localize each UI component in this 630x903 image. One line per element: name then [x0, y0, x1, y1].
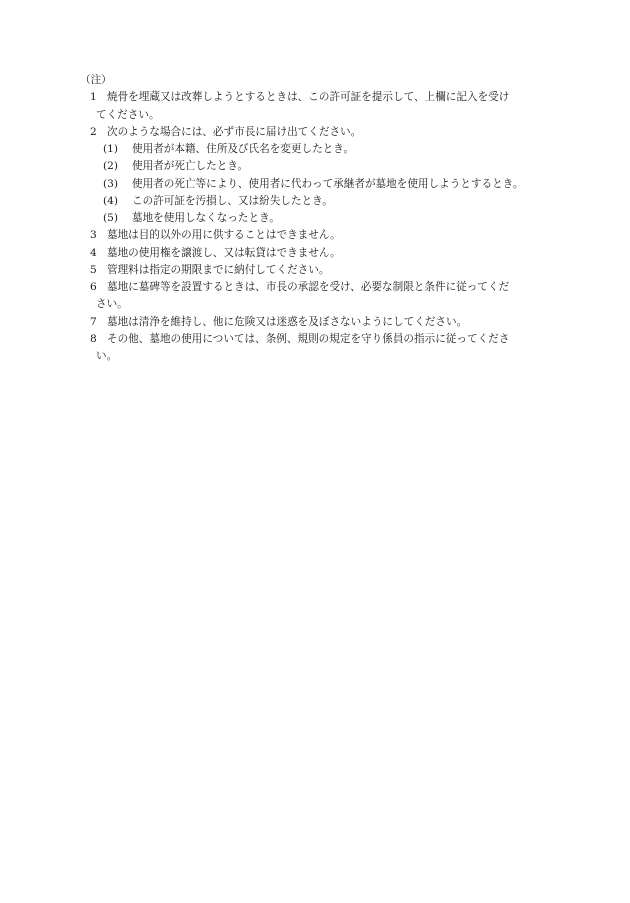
note-item	[0, 124, 630, 141]
note-subitem	[0, 141, 630, 158]
subitem-text: この許可証を汚損し、又は紛失したとき。	[132, 194, 333, 207]
note-number: 7	[90, 315, 97, 328]
subitem-text: 使用者の死亡等により、使用者に代わって承継者が墓地を使用しようとするとき。	[132, 177, 524, 190]
note-text: 墓地は清浄を維持し、他に危険又は迷惑を及ぼさないようにしてください。	[107, 315, 468, 328]
note-item	[0, 314, 630, 331]
notes-heading-text: （注）	[80, 74, 112, 86]
note-text: 墓地の使用権を譲渡し、又は転貸はできません。	[107, 246, 341, 259]
subitem-number: (3)	[103, 177, 119, 190]
note-text: 管理料は指定の期限までに納付してください。	[107, 263, 330, 276]
subitem-number: (5)	[103, 212, 119, 224]
note-item	[0, 262, 630, 279]
note-text-continued: さい。	[96, 298, 128, 311]
note-text-continued: てください。	[96, 108, 160, 121]
note-number: 8	[90, 332, 97, 345]
note-text: 墓地に墓碑等を設置するときは、市長の承認を受け、必要な制限と条件に従ってくだ	[107, 281, 510, 293]
note-item	[0, 245, 630, 262]
notes-section	[0, 72, 630, 365]
note-item	[0, 331, 630, 348]
subitem-text: 使用者が本籍、住所及び氏名を変更したとき。	[132, 143, 355, 155]
note-subitem	[0, 210, 630, 227]
subitem-text: 墓地を使用しなくなったとき。	[132, 212, 280, 224]
note-item	[0, 227, 630, 244]
note-number: 5	[90, 263, 97, 276]
subitem-number: (2)	[103, 160, 119, 173]
note-number: 4	[90, 246, 97, 259]
subitem-number: (4)	[103, 194, 119, 207]
note-text: 墓地は目的以外の用に供することはできません。	[107, 229, 341, 242]
note-subitem	[0, 158, 630, 175]
note-continuation	[0, 296, 630, 313]
note-number: 6	[90, 281, 97, 293]
subitem-number: (1)	[103, 143, 119, 155]
note-number: 1	[90, 91, 97, 104]
notes-heading	[0, 72, 630, 89]
note-number: 3	[90, 229, 97, 242]
note-subitem	[0, 176, 630, 193]
note-text: その他、墓地の使用については、条例、規則の規定を守り係員の指示に従ってくださ	[107, 332, 510, 345]
note-text: 焼骨を埋蔵又は改葬しようとするときは、この許可証を提示して、上欄に記入を受け	[107, 91, 510, 104]
note-continuation	[0, 348, 630, 365]
note-text: 次のような場合には、必ず市長に届け出てください。	[107, 125, 362, 138]
note-item	[0, 279, 630, 296]
note-number: 2	[90, 125, 97, 138]
note-subitem	[0, 193, 630, 210]
subitem-text: 使用者が死亡したとき。	[132, 160, 249, 173]
note-item	[0, 89, 630, 106]
note-text-continued: い。	[96, 350, 118, 362]
note-continuation	[0, 107, 630, 124]
